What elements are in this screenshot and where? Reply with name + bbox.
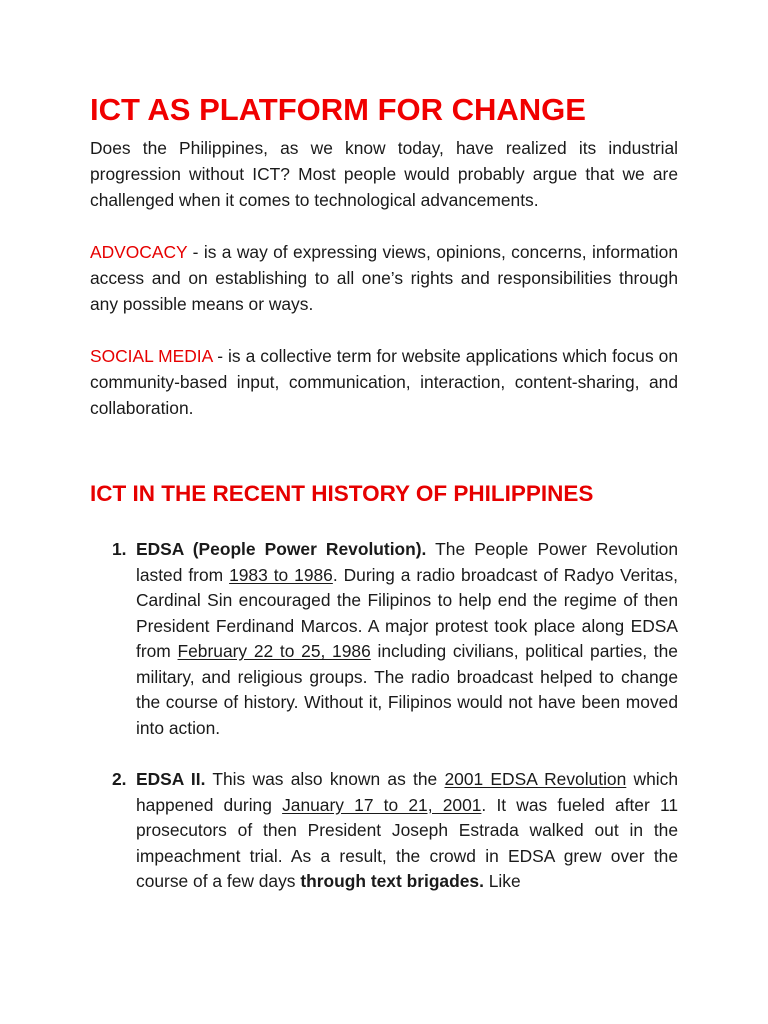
page-title: ICT AS PLATFORM FOR CHANGE: [90, 92, 586, 127]
term-advocacy: ADVOCACY: [90, 242, 188, 262]
list-item-text: which happened during: [136, 769, 679, 815]
section-title: ICT IN THE RECENT HISTORY OF PHILIPPINES: [90, 481, 594, 506]
definition-social-media-text: - is a collective term for website applications which focus on community-based input, communication, interaction, content-sharing, and collaboration.: [90, 346, 679, 418]
list-item-text: . It was fueled after 11 prosecutors of then President Joseph Estrada walked out in the impeachment trial. As a result, the crowd in EDSA grew over the course of a few days: [136, 794, 678, 891]
list-item: [90, 767, 678, 895]
term-social-media: SOCIAL MEDIA: [90, 346, 213, 366]
definition-advocacy: [90, 239, 678, 317]
list-item-text: . During a radio broadcast of Radyo Veritas, Cardinal Sin encouraged the Filipinos to help end the regime of then President Ferdinand Marcos. A major protest took place along EDSA from: [136, 564, 678, 661]
date-range: January 17 to 21, 2001: [282, 794, 482, 815]
date-range: February 22 to 25, 1986: [177, 641, 371, 661]
list-item-text: This was also known as the: [205, 769, 445, 789]
list-item-text: including civilians, political parties, the military, and religious groups. The radio broadcast helped to change the course of history. Without it, Filipinos would not have been moved into action.: [136, 641, 678, 738]
list-item-text: The People Power Revolution lasted from: [136, 539, 678, 585]
list-item-text: Like: [483, 871, 521, 891]
date-range: 1983 to 1986: [229, 564, 333, 585]
list-item: [90, 537, 678, 741]
list-item-number: 1.: [112, 539, 127, 559]
history-list: [90, 537, 678, 895]
list-item-number: 2.: [112, 769, 127, 789]
event-name: 2001 EDSA Revolution: [444, 769, 627, 789]
list-item-heading: EDSA (People Power Revolution).: [136, 539, 427, 559]
emphasis-text: through text brigades.: [300, 871, 484, 891]
definition-social-media: [90, 343, 678, 421]
list-item-heading: EDSA II.: [136, 769, 206, 789]
definition-advocacy-text: - is a way of expressing views, opinions, concerns, information access and on establishing to all one’s rights and responsibilities through any possible means or ways.: [90, 242, 678, 314]
intro-paragraph: Does the Philippines, as we know today, have realized its industrial progression without ICT? Most people would probably argue that we are challenged when it comes to technological advancements.: [90, 138, 678, 210]
